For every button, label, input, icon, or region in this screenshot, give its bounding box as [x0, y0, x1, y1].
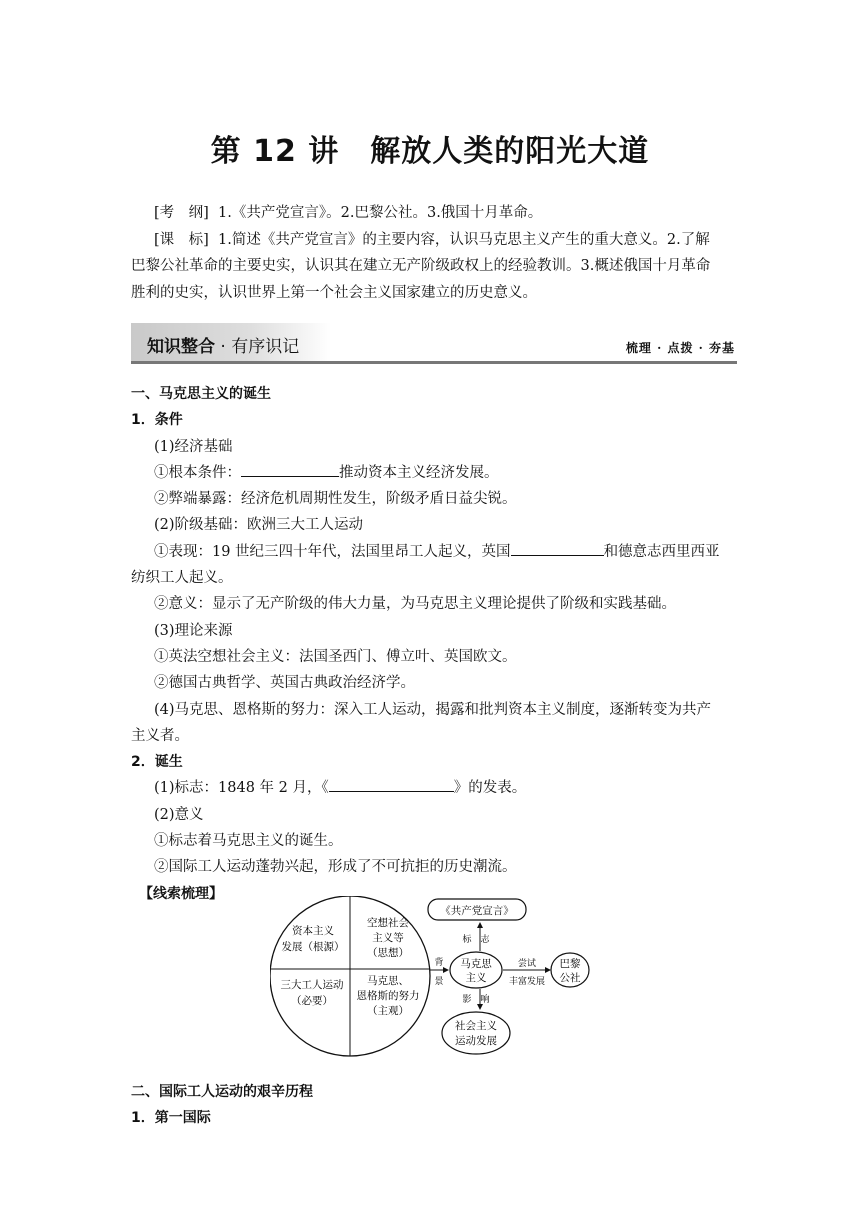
- section-heading-2: 二、国际工人运动的艰辛历程: [131, 1083, 313, 1100]
- quadrant-3-line-2: （必要）: [291, 995, 333, 1007]
- kaogang-line: [131, 200, 731, 227]
- class-basis-heading: (2)阶级基础：欧洲三大工人运动: [154, 517, 364, 534]
- banner-title: [147, 332, 299, 357]
- banner-title-rest: 有序识记: [231, 337, 300, 357]
- line-text: (1)标志：1848 年 2 月，《: [154, 780, 329, 797]
- quadrant-1-line-2: 发展（根源）: [281, 941, 345, 953]
- line-text: 》的发表。: [453, 780, 527, 797]
- fill-blank-line: [131, 539, 735, 565]
- kebiao-text-3: 胜利的史实，认识世界上第一个社会主义国家建立的历史意义。: [131, 284, 537, 301]
- answer-blank[interactable]: [241, 460, 339, 477]
- quadrant-1-line-1: 资本主义: [292, 925, 334, 937]
- paragraph-line: ②德国古典哲学、英国古典政治经济学。: [154, 675, 415, 692]
- paragraph-line: (4)马克思、恩格斯的努力：深入工人运动，揭露和批判资本主义制度，逐渐转变为共产: [154, 701, 712, 718]
- quadrant-3-line-1: 三大工人运动: [280, 979, 344, 991]
- label-background-2: 景: [434, 977, 444, 987]
- paragraph-line: 纺织工人起义。: [131, 570, 233, 587]
- kebiao-line: [131, 227, 731, 254]
- theory-source-heading: (3)理论来源: [154, 622, 233, 639]
- paragraph-line: ②弊端暴露：经济危机周期性发生，阶级矛盾日益尖锐。: [154, 491, 517, 508]
- quadrant-4-line-2: 恩格斯的努力: [356, 990, 420, 1002]
- paris-commune-label-1: 巴黎: [559, 958, 581, 970]
- subsection-heading-first-international: 1．第一国际: [131, 1110, 211, 1127]
- fill-blank-line: [131, 460, 735, 486]
- kebiao-text-1: 1.简述《共产党宣言》的主要内容，认识马克思主义产生的重大意义。2.了解: [218, 231, 710, 248]
- kaogang-text: 1.《共产党宣言》。2.巴黎公社。3.俄国十月革命。: [218, 205, 543, 221]
- quadrant-2-line-2: 主义等: [372, 932, 404, 944]
- page-title: 第 12 讲 解放人类的阳光大道: [210, 134, 650, 169]
- paragraph-line: ①英法空想社会主义：法国圣西门、傅立叶、英国欧文。: [154, 648, 517, 665]
- label-enrich: 丰富发展: [508, 977, 546, 987]
- quadrant-4-line-3: （主观）: [367, 1005, 409, 1017]
- kebiao-tag: [课 标]: [154, 231, 209, 248]
- section-banner: [131, 321, 737, 364]
- quadrant-4-line-1: 马克思、: [367, 975, 409, 987]
- economic-basis-heading: (1)经济基础: [154, 438, 233, 455]
- line-text: ①表现：19 世纪三四十年代，法国里昂工人起义，英国: [154, 543, 511, 560]
- socialist-movement-label-1: 社会主义: [455, 1020, 497, 1032]
- diagram-svg: [270, 896, 600, 1058]
- line-text: 和德意志西里西亚: [603, 543, 720, 560]
- line-text: 推动资本主义经济发展。: [339, 464, 499, 481]
- manifesto-label: 《共产党宣言》: [440, 905, 514, 917]
- section-heading-1: 一、马克思主义的诞生: [131, 386, 271, 402]
- banner-tagline: 梳理 · 点拨 · 夯基: [625, 341, 735, 355]
- label-attempt: 尝试: [517, 959, 537, 969]
- diagram-title: 【线索梳理】: [139, 885, 223, 902]
- answer-blank[interactable]: [511, 539, 604, 556]
- marxism-label-2: 主义: [465, 972, 487, 984]
- paragraph-line: ①标志着马克思主义的诞生。: [154, 833, 343, 850]
- banner-title-bold: 知识整合: [147, 337, 215, 357]
- marxism-origin-diagram: [270, 896, 600, 1058]
- quadrant-2-line-1: 空想社会: [367, 917, 409, 929]
- banner-separator: ·: [215, 337, 232, 357]
- label-influence: 影 响: [462, 995, 490, 1005]
- intro-block: [131, 200, 731, 306]
- paragraph-line: ②意义：显示了无产阶级的伟大力量，为马克思主义理论提供了阶级和实践基础。: [154, 596, 676, 613]
- paragraph-line: 主义者。: [131, 727, 189, 744]
- quadrant-2-line-3: （思想）: [367, 947, 409, 959]
- paragraph-line: ②国际工人运动蓬勃兴起，形成了不可抗拒的历史潮流。: [154, 859, 517, 876]
- fill-blank-line: [131, 775, 735, 801]
- paragraph-line: (2)意义: [154, 806, 204, 823]
- subsection-heading-birth: 2．诞生: [131, 754, 183, 771]
- kaogang-tag: [考 纲]: [154, 205, 209, 221]
- subsection-heading-conditions: 1．条件: [131, 412, 183, 429]
- line-text: ①根本条件：: [154, 464, 241, 481]
- socialist-movement-label-2: 运动发展: [455, 1035, 497, 1047]
- answer-blank[interactable]: [329, 775, 454, 792]
- marxism-label-1: 马克思: [460, 958, 492, 970]
- label-symbol: 标 志: [462, 935, 490, 945]
- paris-commune-label-2: 公社: [559, 972, 581, 984]
- socialist-movement-ellipse: [442, 1012, 510, 1054]
- label-background-1: 背: [434, 958, 444, 968]
- kebiao-text-2: 巴黎公社革命的主要史实，认识其在建立无产阶级政权上的经验教训。3.概述俄国十月革命: [131, 258, 711, 274]
